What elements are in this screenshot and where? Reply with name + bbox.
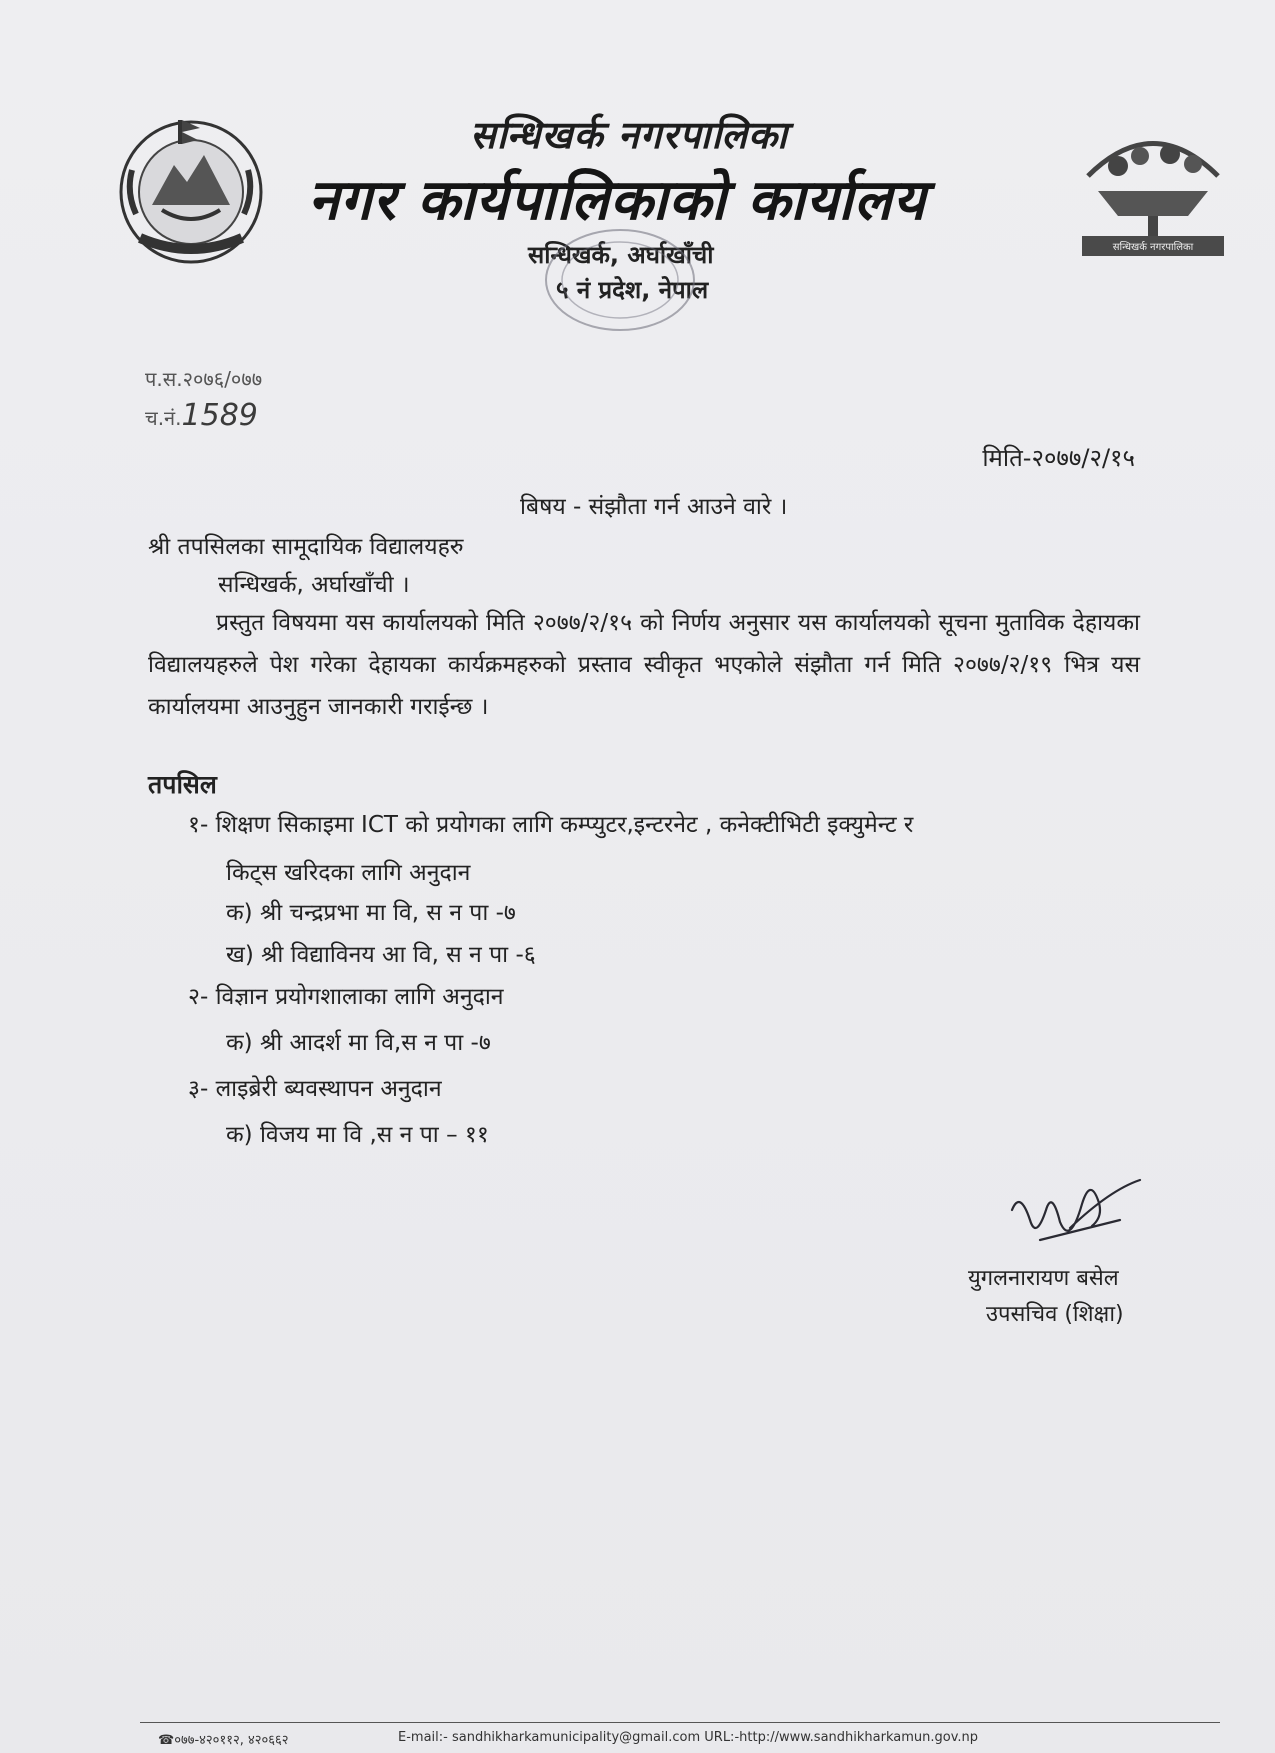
municipality-logo-icon	[1078, 116, 1228, 266]
address-line-2: ५ नं प्रदेश, नेपाल	[556, 276, 709, 304]
letter-subject: बिषय - संझौता गर्न आउने वारे ।	[520, 494, 788, 520]
fiscal-year-ref: प.स.२०७६/०७७	[145, 367, 263, 391]
item-1-school-2: ख) श्री विद्याविनय आ वि, स न पा -६	[226, 942, 536, 968]
signatory-name: युगलनारायण बसेल	[968, 1266, 1119, 1291]
item-3-title: ३- लाइब्रेरी ब्यवस्थापन अनुदान	[188, 1076, 442, 1102]
footer-divider	[140, 1722, 1220, 1723]
item-2-title: २- विज्ञान प्रयोगशालाका लागि अनुदान	[188, 984, 504, 1010]
office-stamp-icon	[540, 228, 700, 338]
municipality-name: सन्धिखर्क नगरपालिका	[470, 113, 789, 157]
item-1-title: १- शिक्षण सिकाइमा ICT को प्रयोगका लागि कम्प्युटर,इन्टरनेट , कनेक्टीभिटी इक्युमेन्ट र	[188, 812, 914, 838]
addressee: श्री तपसिलका सामूदायिक विद्यालयहरु	[148, 534, 464, 560]
addressee-location: सन्धिखर्क, अर्घाखाँची ।	[218, 572, 410, 598]
letter-body: प्रस्तुत विषयमा यस कार्यालयको मिति २०७७/२/१५ को निर्णय अनुसार यस कार्यालयको सूचना मुताविक देहायका विद्यालयहरुले पेश गरेका देहायका कार्यक्रमहरुको प्रस्ताव स्वीकृत भएकोले संझौता गर्न मिति २०७७/२/१९ भित्र यस कार्यालयमा आउनुहुन जानकारी गराईन्छ ।	[148, 610, 1140, 720]
logo-label: सन्धिखर्क नगरपालिका	[1112, 242, 1194, 253]
signature-icon	[1000, 1150, 1150, 1260]
item-3-school-1: क) विजय मा वि ,स न पा – ११	[226, 1122, 489, 1148]
dispatch-number: 1589	[181, 398, 258, 433]
nepal-emblem-icon	[112, 110, 270, 268]
footer-phone: ☎०७७-४२०११२, ४२०६६२	[158, 1733, 289, 1748]
letter-date: मिति-२०७७/२/१५	[982, 444, 1135, 472]
office-name: नगर कार्यपालिकाको कार्यालय	[308, 168, 927, 233]
signatory-title: उपसचिव (शिक्षा)	[986, 1302, 1124, 1327]
footer-contact: E-mail:- sandhikharkamunicipality@gmail.com URL:-http://www.sandhikharkamun.gov.np	[398, 1730, 979, 1745]
dispatch-prefix: च.नं.	[145, 406, 182, 430]
dispatch-ref	[145, 398, 258, 433]
item-1-title-cont: किट्स खरिदका लागि अनुदान	[226, 860, 471, 886]
schedule-heading: तपसिल	[148, 770, 217, 799]
address-line-1: सन्धिखर्क, अर्घाखाँची	[528, 241, 714, 269]
item-2-school-1: क) श्री आदर्श मा वि,स न पा -७	[226, 1030, 491, 1056]
item-1-school-1: क) श्री चन्द्रप्रभा मा वि, स न पा -७	[226, 900, 516, 926]
